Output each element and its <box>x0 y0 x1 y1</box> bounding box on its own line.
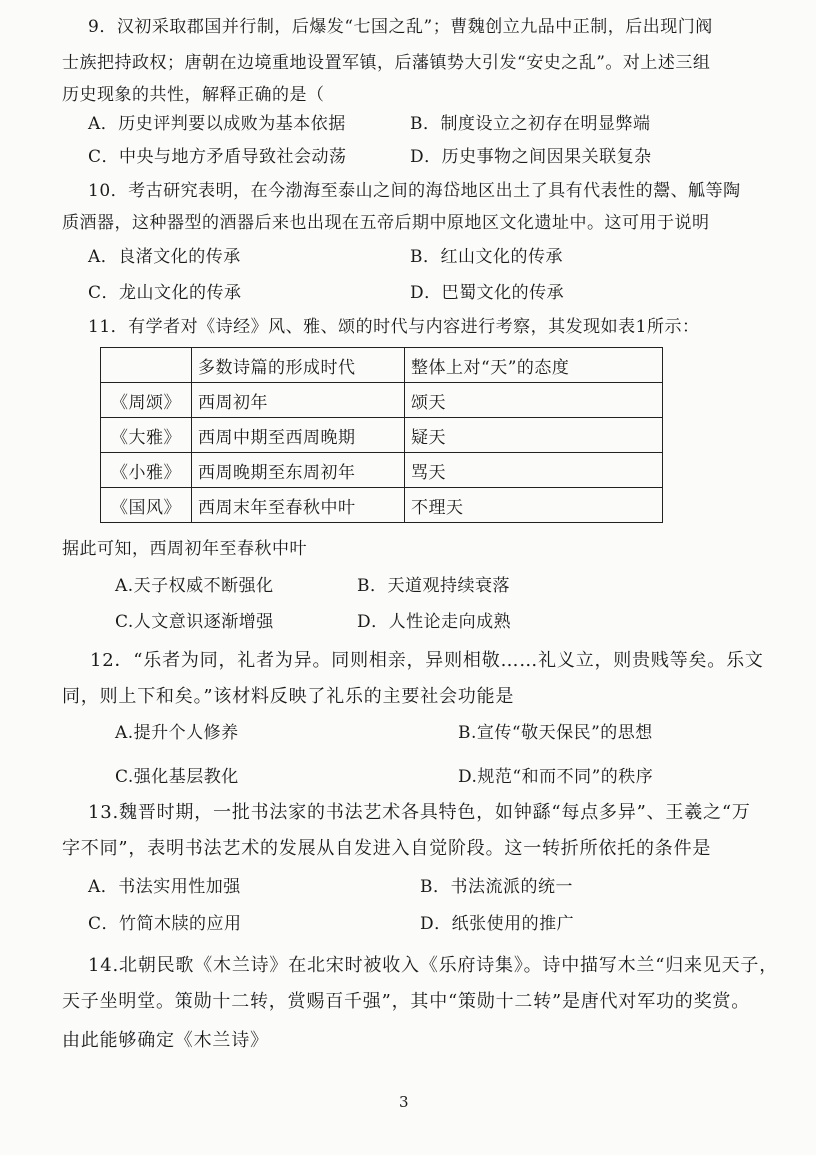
q13-stem-line1: 13.魏晋时期，一批书法家的书法艺术各具特色，如钟繇“每点多异”、王羲之“万 <box>88 802 751 823</box>
table-cell: 《小雅》 <box>101 453 192 488</box>
q10-option-c: C．龙山文化的传承 <box>88 283 242 303</box>
table-cell: 颂天 <box>405 383 663 418</box>
table-cell: 西周晚期至东周初年 <box>192 453 405 488</box>
q10-stem-line2: 质酒器，这种器型的酒器后来也出现在五帝后期中原地区文化遗址中。这可用于说明 <box>62 213 710 233</box>
q13-option-d: D．纸张使用的推广 <box>420 914 575 934</box>
q12-option-a: A.提升个人修养 <box>115 723 239 743</box>
q13-option-b: B．书法流派的统一 <box>420 877 573 897</box>
q13-stem-line2: 字不同”，表明书法艺术的发展从自发进入自觉阶段。这一转折所依托的条件是 <box>62 838 712 859</box>
q11-option-b: B．天道观持续衰落 <box>357 576 510 596</box>
page-number: 3 <box>399 1093 409 1111</box>
q11-option-d: D．人性论走向成熟 <box>357 612 512 632</box>
q9-option-d: D．历史事物之间因果关联复杂 <box>410 147 652 167</box>
q10-stem-line1: 10．考古研究表明，在今渤海至泰山之间的海岱地区出土了具有代表性的鬶、觚等陶 <box>88 181 741 201</box>
q14-stem-line3: 由此能够确定《木兰诗》 <box>62 1030 269 1051</box>
q11-option-c: C.人文意识逐渐增强 <box>115 612 274 632</box>
q9-stem-line2: 士族把持政权；唐朝在边境重地设置军镇，后藩镇势大引发“安史之乱”。对上述三组 <box>62 53 711 73</box>
q9-stem-line1: 9．汉初采取郡国并行制，后爆发“七国之乱”；曹魏创立九品中正制，后出现门阀 <box>88 17 713 37</box>
table-row <box>101 488 663 523</box>
q14-stem-line2: 天子坐明堂。策勋十二转，赏赐百千强”，其中“策勋十二转”是唐代对军功的奖赏。 <box>62 991 751 1012</box>
q9-option-c: C．中央与地方矛盾导致社会动荡 <box>88 147 347 167</box>
q13-option-c: C．竹简木牍的应用 <box>88 914 242 934</box>
table-cell: 西周初年 <box>192 383 405 418</box>
q10-option-d: D．巴蜀文化的传承 <box>410 283 565 303</box>
table-cell: 《国风》 <box>101 488 192 523</box>
table-cell: 西周中期至西周晚期 <box>192 418 405 453</box>
q11-stem-line1: 11．有学者对《诗经》风、雅、颂的时代与内容进行考察，其发现如表1所示： <box>88 317 700 337</box>
table-cell: 疑天 <box>405 418 663 453</box>
table-cell: 《周颂》 <box>101 383 192 418</box>
table-row <box>101 418 663 453</box>
table-row <box>101 383 663 418</box>
table-header-cell: 整体上对“天”的态度 <box>405 348 663 383</box>
q9-option-b: B．制度设立之初存在明显弊端 <box>410 114 651 134</box>
q14-stem-line1: 14.北朝民歌《木兰诗》在北宋时被收入《乐府诗集》。诗中描写木兰“归来见天子， <box>88 955 779 976</box>
table-cell: 西周末年至春秋中叶 <box>192 488 405 523</box>
q11-stem-after: 据此可知，西周初年至春秋中叶 <box>62 539 307 559</box>
q10-option-a: A．良渚文化的传承 <box>88 247 241 267</box>
q12-option-c: C.强化基层教化 <box>115 767 239 787</box>
q12-option-d: D.规范“和而不同”的秩序 <box>458 767 654 787</box>
q12-stem-line1: 12．“乐者为同，礼者为异。同则相亲，异则相敬……礼义立，则贵贱等矣。乐文 <box>90 650 764 671</box>
q9-stem-line3: 历史现象的共性，解释正确的是（ <box>62 85 325 105</box>
table-header-row <box>101 348 663 383</box>
table-header-cell <box>101 348 192 383</box>
poetry-era-table <box>100 347 663 523</box>
q11-option-a: A.天子权威不断强化 <box>115 576 274 596</box>
table-cell: 《大雅》 <box>101 418 192 453</box>
q13-option-a: A．书法实用性加强 <box>88 877 241 897</box>
table-cell: 骂天 <box>405 453 663 488</box>
table-row <box>101 453 663 488</box>
q9-option-a: A．历史评判要以成败为基本依据 <box>88 114 346 134</box>
table-cell: 不理天 <box>405 488 663 523</box>
q10-option-b: B．红山文化的传承 <box>410 247 563 267</box>
table-header-cell: 多数诗篇的形成时代 <box>192 348 405 383</box>
q12-option-b: B.宣传“敬天保民”的思想 <box>458 723 653 743</box>
q12-stem-line2: 同，则上下和矣。”该材料反映了礼乐的主要社会功能是 <box>62 686 515 707</box>
